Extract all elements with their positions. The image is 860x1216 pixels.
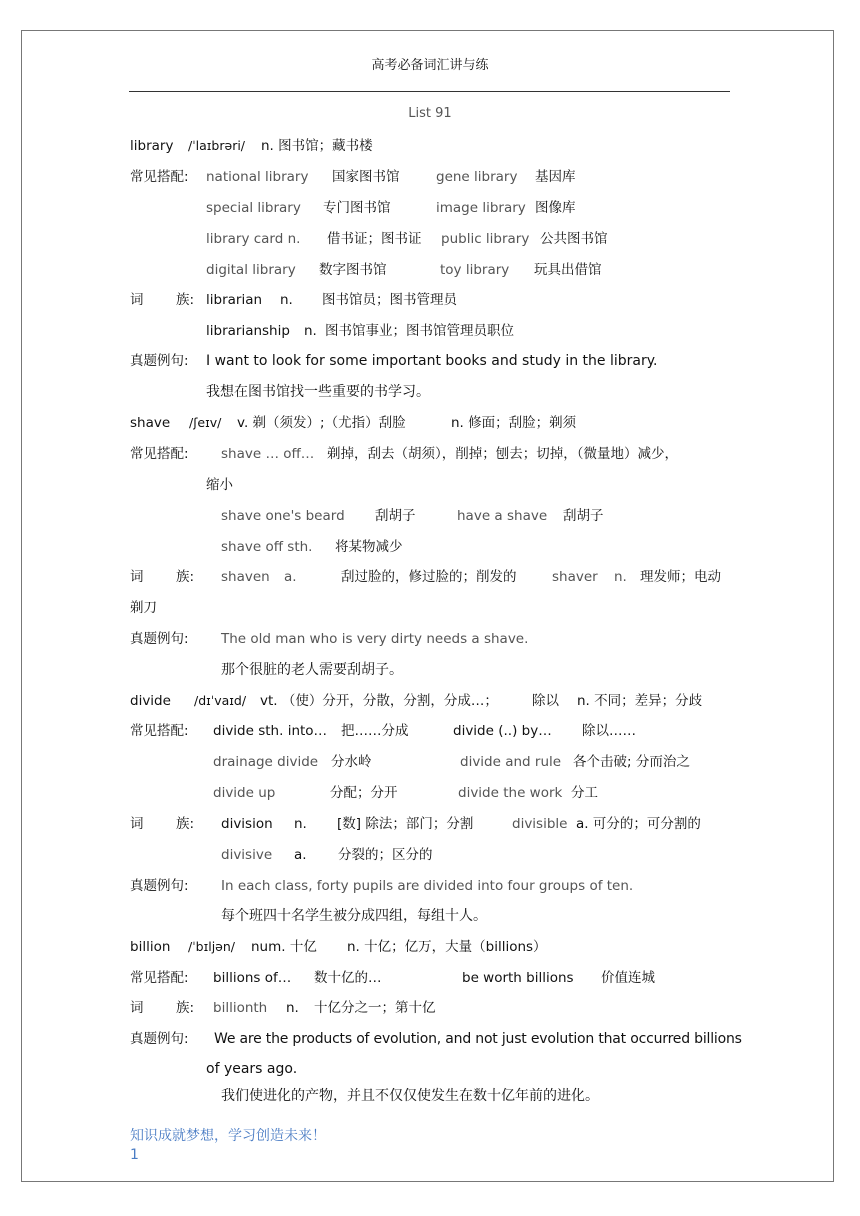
word-family-label-ci: 词 [130, 292, 144, 308]
headword: divide [130, 693, 171, 709]
family-pos: n. [280, 292, 293, 308]
word-family-label-ci: 词 [130, 816, 144, 832]
collocation-zh: 刮胡子 [563, 508, 604, 524]
collocation-zh: 借书证；图书证 [327, 231, 422, 247]
headword: library [130, 138, 174, 154]
collocation-zh: 国家图书馆 [332, 169, 400, 185]
page-number: 1 [130, 1147, 139, 1163]
phonetic: /dɪˈvaɪd/ [194, 693, 247, 708]
collocation-zh: 公共图书馆 [540, 231, 608, 247]
example-zh: 我们使进化的产物，并且不仅仅使发生在数十亿年前的进化。 [221, 1088, 599, 1104]
collocation-zh: 分工 [571, 785, 598, 801]
family-def: 图书馆员；图书管理员 [322, 292, 457, 308]
collocation-en: divide sth. into… [213, 723, 328, 739]
headword: billion [130, 939, 171, 955]
family-def: 刮过脸的，修过脸的；削发的 [341, 569, 517, 585]
list-title: List 91 [408, 106, 452, 121]
word-family-label-zu: 族: [176, 292, 195, 308]
word-family-label-zu: 族: [176, 1000, 195, 1016]
collocation-en: shave one's beard [221, 508, 345, 524]
family-pos: n. [304, 323, 317, 339]
family-word: division [221, 816, 273, 832]
collocation-en: gene library [436, 169, 518, 185]
family-pos: n. [286, 1000, 299, 1016]
example-en: In each class, forty pupils are divided into four groups of ten. [221, 878, 634, 894]
collocation-en: national library [206, 169, 309, 185]
definition-2: 除以 [532, 693, 559, 709]
collocation-zh: 各个击破; 分而治之 [573, 754, 690, 770]
collocations-label: 常见搭配: [130, 970, 189, 986]
collocation-zh: 玩具出借馆 [534, 262, 602, 278]
collocation-zh: 剃掉，刮去（胡须），削掉；刨去；切掉，（微量地）减少， [327, 446, 678, 462]
family-word: billionth [213, 1000, 268, 1016]
family-word: divisive [221, 847, 273, 863]
word-family-label-ci: 词 [130, 1000, 144, 1016]
example-zh: 每个班四十名学生被分成四组，每组十人。 [221, 908, 487, 924]
example-label: 真题例句: [130, 631, 189, 647]
collocation-zh: 将某物减少 [335, 539, 403, 555]
family-pos: a. [294, 847, 307, 863]
family-word: librarianship [206, 323, 290, 339]
family-word: shaver [552, 569, 598, 585]
example-en: The old man who is very dirty needs a shave. [221, 631, 529, 647]
example-label: 真题例句: [130, 353, 189, 369]
collocations-label: 常见搭配: [130, 723, 189, 739]
example-en-cont: of years ago. [206, 1061, 298, 1077]
collocation-zh: 图像库 [535, 200, 576, 216]
definition-2: n. 修面；刮脸；剃须 [451, 415, 577, 431]
family-def-cont: 剃刀 [130, 600, 157, 616]
collocation-en: public library [441, 231, 530, 247]
collocations-label: 常见搭配: [130, 169, 189, 185]
collocation-en: image library [436, 200, 526, 216]
collocation-zh: 专门图书馆 [323, 200, 391, 216]
entry-library [130, 136, 173, 156]
collocation-zh: 除以…… [582, 723, 636, 739]
collocation-zh: 基因库 [535, 169, 576, 185]
collocation-en: have a shave [457, 508, 548, 524]
family-pos: n. [294, 816, 307, 832]
collocation-en: shave … off… [221, 446, 315, 462]
family-def: [数] 除法；部门；分割 [337, 816, 474, 832]
collocation-en: divide (..) by… [453, 723, 552, 739]
collocation-en: special library [206, 200, 301, 216]
collocation-zh: 价值连城 [601, 970, 655, 986]
word-family-label-zu: 族: [176, 569, 195, 585]
collocation-en: shave off sth. [221, 539, 313, 555]
collocation-en: drainage divide [213, 754, 319, 770]
family-def: 十亿分之一；第十亿 [314, 1000, 436, 1016]
example-label: 真题例句: [130, 878, 189, 894]
collocation-en: library card n. [206, 231, 301, 247]
phonetic: /ʃeɪv/ [189, 415, 222, 430]
family-word: shaven [221, 569, 270, 585]
example-zh: 那个很脏的老人需要刮胡子。 [221, 662, 403, 678]
collocation-en: divide the work [458, 785, 563, 801]
collocation-zh-cont: 缩小 [206, 477, 233, 493]
collocation-zh: 刮胡子 [375, 508, 416, 524]
word-family-label-zu: 族: [176, 816, 195, 832]
family-def: 理发师；电动 [640, 569, 721, 585]
collocation-en: toy library [440, 262, 510, 278]
phonetic: /ˈlaɪbrəri/ [188, 138, 246, 153]
word-family-label-ci: 词 [130, 569, 144, 585]
headword: shave [130, 415, 171, 431]
collocation-zh: 数字图书馆 [319, 262, 387, 278]
example-en: We are the products of evolution, and not just evolution that occurred billions [214, 1031, 742, 1047]
family-pos: a. [284, 569, 297, 585]
footer-motto: 知识成就梦想，学习创造未来！ [130, 1128, 326, 1144]
collocation-zh: 数十亿的… [314, 970, 382, 986]
family-def: 分裂的；区分的 [338, 847, 433, 863]
family-def: a. 可分的；可分割的 [576, 816, 701, 832]
definition: num. 十亿 [251, 939, 317, 955]
header-rule [129, 91, 730, 92]
example-label: 真题例句: [130, 1031, 189, 1047]
example-zh: 我想在图书馆找一些重要的书学习。 [206, 384, 430, 400]
collocation-zh: 分配；分开 [330, 785, 398, 801]
example-en: I want to look for some important books and study in the library. [206, 353, 658, 369]
family-word: librarian [206, 292, 263, 308]
family-def: 图书馆事业；图书馆管理员职位 [325, 323, 514, 339]
collocation-zh: 分水岭 [331, 754, 372, 770]
collocation-en: be worth billions [462, 970, 574, 986]
page-header: 高考必备词汇讲与练 [371, 58, 489, 73]
definition: vt. （使）分开，分散，分割，分成…； [260, 693, 498, 709]
phonetic: /ˈbɪljən/ [188, 939, 235, 954]
definition-2: n. 十亿；亿万，大量（billions） [347, 939, 547, 955]
definition-3: n. 不同；差异；分歧 [577, 693, 703, 709]
collocation-en: billions of… [213, 970, 292, 986]
collocation-en: divide up [213, 785, 276, 801]
family-word: divisible [512, 816, 568, 832]
collocation-en: divide and rule [460, 754, 562, 770]
definition: v. 剃（须发）;（尤指）刮脸 [237, 415, 406, 431]
collocation-en: digital library [206, 262, 296, 278]
collocations-label: 常见搭配: [130, 446, 189, 462]
collocation-zh: 把……分成 [341, 723, 409, 739]
family-pos: n. [614, 569, 627, 585]
definition: n. 图书馆；藏书楼 [261, 138, 373, 154]
